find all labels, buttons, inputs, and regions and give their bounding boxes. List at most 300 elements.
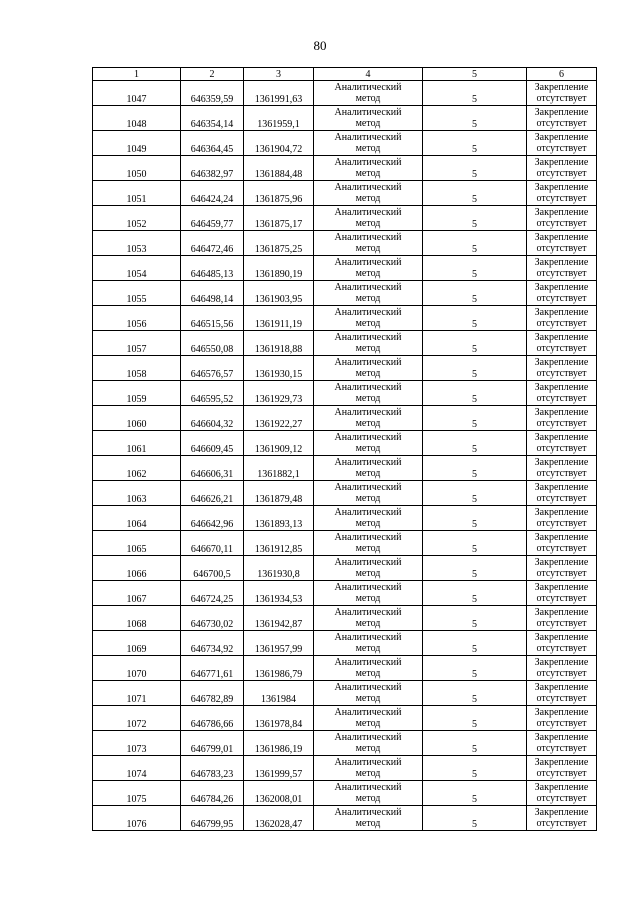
fixation-cell-line1: Закрепление <box>534 632 589 643</box>
accuracy-cell: 5 <box>423 231 527 256</box>
accuracy-cell: 5 <box>423 806 527 831</box>
accuracy-cell: 5 <box>423 181 527 206</box>
method-cell <box>314 331 423 356</box>
point-number-cell: 1062 <box>93 456 181 481</box>
fixation-cell <box>527 206 597 231</box>
method-cell-line2: метод <box>355 268 381 279</box>
table-row <box>93 381 597 406</box>
method-cell-line1: Аналитический <box>334 432 402 443</box>
accuracy-cell: 5 <box>423 381 527 406</box>
fixation-cell-line1: Закрепление <box>534 132 589 143</box>
method-cell-line2: метод <box>355 693 381 704</box>
method-cell <box>314 756 423 781</box>
y-coordinate-cell: 1361893,13 <box>244 506 314 531</box>
table-row <box>93 481 597 506</box>
method-cell-line2: метод <box>355 168 381 179</box>
y-coordinate-cell: 1361875,17 <box>244 206 314 231</box>
method-cell-line2: метод <box>355 93 381 104</box>
method-cell-line2: метод <box>355 343 381 354</box>
method-cell-line1: Аналитический <box>334 757 402 768</box>
fixation-cell <box>527 181 597 206</box>
fixation-cell-line1: Закрепление <box>534 507 589 518</box>
point-number-cell: 1056 <box>93 306 181 331</box>
header-col-6: 6 <box>527 68 597 81</box>
accuracy-cell: 5 <box>423 356 527 381</box>
table-row <box>93 331 597 356</box>
fixation-cell <box>527 556 597 581</box>
y-coordinate-cell: 1361875,96 <box>244 181 314 206</box>
fixation-cell <box>527 306 597 331</box>
y-coordinate-cell: 1361875,25 <box>244 231 314 256</box>
x-coordinate-cell: 646724,25 <box>181 581 244 606</box>
x-coordinate-cell: 646459,77 <box>181 206 244 231</box>
method-cell <box>314 206 423 231</box>
y-coordinate-cell: 1361911,19 <box>244 306 314 331</box>
fixation-cell <box>527 81 597 106</box>
method-cell-line2: метод <box>355 668 381 679</box>
method-cell-line1: Аналитический <box>334 782 402 793</box>
point-number-cell: 1066 <box>93 556 181 581</box>
x-coordinate-cell: 646700,5 <box>181 556 244 581</box>
point-number-cell: 1069 <box>93 631 181 656</box>
x-coordinate-cell: 646382,97 <box>181 156 244 181</box>
point-number-cell: 1060 <box>93 406 181 431</box>
method-cell <box>314 556 423 581</box>
fixation-cell-line2: отсутствует <box>536 493 587 504</box>
accuracy-cell: 5 <box>423 706 527 731</box>
fixation-cell-line2: отсутствует <box>536 218 587 229</box>
method-cell <box>314 356 423 381</box>
fixation-cell-line2: отсутствует <box>536 93 587 104</box>
point-number-cell: 1076 <box>93 806 181 831</box>
table-row <box>93 806 597 831</box>
accuracy-cell: 5 <box>423 131 527 156</box>
x-coordinate-cell: 646550,08 <box>181 331 244 356</box>
fixation-cell <box>527 406 597 431</box>
fixation-cell-line2: отсутствует <box>536 368 587 379</box>
table-row <box>93 631 597 656</box>
method-cell-line2: метод <box>355 243 381 254</box>
fixation-cell <box>527 131 597 156</box>
y-coordinate-cell: 1361903,95 <box>244 281 314 306</box>
fixation-cell-line1: Закрепление <box>534 657 589 668</box>
point-number-cell: 1052 <box>93 206 181 231</box>
table-row <box>93 356 597 381</box>
y-coordinate-cell: 1361999,57 <box>244 756 314 781</box>
fixation-cell <box>527 431 597 456</box>
method-cell <box>314 456 423 481</box>
point-number-cell: 1058 <box>93 356 181 381</box>
fixation-cell <box>527 781 597 806</box>
accuracy-cell: 5 <box>423 556 527 581</box>
fixation-cell-line1: Закрепление <box>534 582 589 593</box>
table-header-row <box>93 68 597 81</box>
method-cell <box>314 681 423 706</box>
method-cell-line1: Аналитический <box>334 332 402 343</box>
y-coordinate-cell: 1361884,48 <box>244 156 314 181</box>
fixation-cell-line2: отсутствует <box>536 543 587 554</box>
table-row <box>93 556 597 581</box>
method-cell-line2: метод <box>355 368 381 379</box>
method-cell-line1: Аналитический <box>334 232 402 243</box>
fixation-cell-line1: Закрепление <box>534 307 589 318</box>
y-coordinate-cell: 1362008,01 <box>244 781 314 806</box>
method-cell-line2: метод <box>355 743 381 754</box>
fixation-cell <box>527 531 597 556</box>
fixation-cell <box>527 631 597 656</box>
table-row <box>93 206 597 231</box>
fixation-cell <box>527 456 597 481</box>
y-coordinate-cell: 1361918,88 <box>244 331 314 356</box>
y-coordinate-cell: 1361991,63 <box>244 81 314 106</box>
point-number-cell: 1068 <box>93 606 181 631</box>
fixation-cell <box>527 806 597 831</box>
y-coordinate-cell: 1361959,1 <box>244 106 314 131</box>
y-coordinate-cell: 1361879,48 <box>244 481 314 506</box>
table-row <box>93 81 597 106</box>
accuracy-cell: 5 <box>423 506 527 531</box>
header-col-2: 2 <box>181 68 244 81</box>
accuracy-cell: 5 <box>423 631 527 656</box>
accuracy-cell: 5 <box>423 156 527 181</box>
fixation-cell <box>527 481 597 506</box>
method-cell-line1: Аналитический <box>334 407 402 418</box>
fixation-cell-line2: отсутствует <box>536 768 587 779</box>
fixation-cell-line2: отсутствует <box>536 643 587 654</box>
x-coordinate-cell: 646799,95 <box>181 806 244 831</box>
method-cell-line2: метод <box>355 468 381 479</box>
method-cell-line1: Аналитический <box>334 307 402 318</box>
table-row <box>93 531 597 556</box>
accuracy-cell: 5 <box>423 731 527 756</box>
fixation-cell-line1: Закрепление <box>534 682 589 693</box>
table-row <box>93 256 597 281</box>
fixation-cell-line2: отсутствует <box>536 518 587 529</box>
method-cell-line2: метод <box>355 618 381 629</box>
table-row <box>93 681 597 706</box>
accuracy-cell: 5 <box>423 281 527 306</box>
fixation-cell <box>527 356 597 381</box>
point-number-cell: 1054 <box>93 256 181 281</box>
fixation-cell <box>527 506 597 531</box>
x-coordinate-cell: 646576,57 <box>181 356 244 381</box>
fixation-cell-line1: Закрепление <box>534 532 589 543</box>
fixation-cell-line2: отсутствует <box>536 693 587 704</box>
fixation-cell-line2: отсутствует <box>536 443 587 454</box>
table-row <box>93 706 597 731</box>
method-cell-line1: Аналитический <box>334 557 402 568</box>
table-row <box>93 581 597 606</box>
method-cell-line2: метод <box>355 543 381 554</box>
fixation-cell <box>527 731 597 756</box>
header-col-3: 3 <box>244 68 314 81</box>
fixation-cell-line1: Закрепление <box>534 257 589 268</box>
method-cell <box>314 806 423 831</box>
fixation-cell-line2: отсутствует <box>536 793 587 804</box>
method-cell <box>314 531 423 556</box>
method-cell <box>314 256 423 281</box>
method-cell-line1: Аналитический <box>334 457 402 468</box>
method-cell-line1: Аналитический <box>334 707 402 718</box>
accuracy-cell: 5 <box>423 781 527 806</box>
fixation-cell <box>527 281 597 306</box>
point-number-cell: 1067 <box>93 581 181 606</box>
method-cell-line2: метод <box>355 318 381 329</box>
fixation-cell <box>527 156 597 181</box>
method-cell <box>314 431 423 456</box>
accuracy-cell: 5 <box>423 681 527 706</box>
fixation-cell-line1: Закрепление <box>534 282 589 293</box>
table-row <box>93 431 597 456</box>
accuracy-cell: 5 <box>423 406 527 431</box>
fixation-cell-line1: Закрепление <box>534 457 589 468</box>
method-cell <box>314 131 423 156</box>
method-cell <box>314 506 423 531</box>
fixation-cell-line2: отсутствует <box>536 268 587 279</box>
fixation-cell <box>527 581 597 606</box>
page-number: 80 <box>313 38 327 53</box>
method-cell-line1: Аналитический <box>334 732 402 743</box>
fixation-cell-line2: отсутствует <box>536 243 587 254</box>
point-number-cell: 1075 <box>93 781 181 806</box>
x-coordinate-cell: 646424,24 <box>181 181 244 206</box>
fixation-cell <box>527 606 597 631</box>
point-number-cell: 1074 <box>93 756 181 781</box>
fixation-cell-line1: Закрепление <box>534 707 589 718</box>
fixation-cell-line1: Закрепление <box>534 757 589 768</box>
method-cell-line1: Аналитический <box>334 532 402 543</box>
accuracy-cell: 5 <box>423 481 527 506</box>
accuracy-cell: 5 <box>423 431 527 456</box>
method-cell-line2: метод <box>355 818 381 829</box>
accuracy-cell: 5 <box>423 656 527 681</box>
x-coordinate-cell: 646359,59 <box>181 81 244 106</box>
x-coordinate-cell: 646771,61 <box>181 656 244 681</box>
y-coordinate-cell: 1361942,87 <box>244 606 314 631</box>
y-coordinate-cell: 1361930,8 <box>244 556 314 581</box>
y-coordinate-cell: 1361934,53 <box>244 581 314 606</box>
point-number-cell: 1053 <box>93 231 181 256</box>
fixation-cell-line2: отсутствует <box>536 193 587 204</box>
method-cell-line1: Аналитический <box>334 657 402 668</box>
table-row <box>93 131 597 156</box>
table-row <box>93 231 597 256</box>
y-coordinate-cell: 1361984 <box>244 681 314 706</box>
method-cell <box>314 231 423 256</box>
point-number-cell: 1057 <box>93 331 181 356</box>
method-cell-line1: Аналитический <box>334 632 402 643</box>
table-row <box>93 506 597 531</box>
method-cell <box>314 706 423 731</box>
table-row <box>93 406 597 431</box>
method-cell <box>314 106 423 131</box>
y-coordinate-cell: 1361912,85 <box>244 531 314 556</box>
point-number-cell: 1071 <box>93 681 181 706</box>
coordinates-table <box>92 67 597 831</box>
x-coordinate-cell: 646485,13 <box>181 256 244 281</box>
table-row <box>93 281 597 306</box>
x-coordinate-cell: 646799,01 <box>181 731 244 756</box>
method-cell-line1: Аналитический <box>334 132 402 143</box>
table-row <box>93 731 597 756</box>
fixation-cell-line2: отсутствует <box>536 593 587 604</box>
accuracy-cell: 5 <box>423 206 527 231</box>
accuracy-cell: 5 <box>423 456 527 481</box>
method-cell-line1: Аналитический <box>334 257 402 268</box>
fixation-cell <box>527 681 597 706</box>
fixation-cell-line1: Закрепление <box>534 807 589 818</box>
y-coordinate-cell: 1361890,19 <box>244 256 314 281</box>
point-number-cell: 1049 <box>93 131 181 156</box>
fixation-cell-line1: Закрепление <box>534 557 589 568</box>
point-number-cell: 1072 <box>93 706 181 731</box>
point-number-cell: 1073 <box>93 731 181 756</box>
method-cell-line1: Аналитический <box>334 107 402 118</box>
header-col-1: 1 <box>93 68 181 81</box>
x-coordinate-cell: 646472,46 <box>181 231 244 256</box>
point-number-cell: 1070 <box>93 656 181 681</box>
fixation-cell-line1: Закрепление <box>534 407 589 418</box>
method-cell <box>314 281 423 306</box>
fixation-cell-line1: Закрепление <box>534 357 589 368</box>
x-coordinate-cell: 646626,21 <box>181 481 244 506</box>
method-cell-line1: Аналитический <box>334 582 402 593</box>
method-cell-line2: метод <box>355 593 381 604</box>
y-coordinate-cell: 1361957,99 <box>244 631 314 656</box>
method-cell-line2: метод <box>355 493 381 504</box>
accuracy-cell: 5 <box>423 81 527 106</box>
table-row <box>93 756 597 781</box>
method-cell-line2: метод <box>355 443 381 454</box>
table-row <box>93 306 597 331</box>
method-cell <box>314 781 423 806</box>
method-cell-line2: метод <box>355 768 381 779</box>
method-cell-line1: Аналитический <box>334 807 402 818</box>
x-coordinate-cell: 646783,23 <box>181 756 244 781</box>
point-number-cell: 1055 <box>93 281 181 306</box>
method-cell-line2: метод <box>355 643 381 654</box>
method-cell <box>314 306 423 331</box>
method-cell-line2: метод <box>355 793 381 804</box>
method-cell-line1: Аналитический <box>334 507 402 518</box>
point-number-cell: 1050 <box>93 156 181 181</box>
method-cell-line2: метод <box>355 118 381 129</box>
table-row <box>93 656 597 681</box>
method-cell-line1: Аналитический <box>334 607 402 618</box>
x-coordinate-cell: 646604,32 <box>181 406 244 431</box>
y-coordinate-cell: 1361930,15 <box>244 356 314 381</box>
method-cell <box>314 381 423 406</box>
x-coordinate-cell: 646784,26 <box>181 781 244 806</box>
method-cell-line2: метод <box>355 418 381 429</box>
fixation-cell-line1: Закрепление <box>534 732 589 743</box>
x-coordinate-cell: 646354,14 <box>181 106 244 131</box>
fixation-cell-line1: Закрепление <box>534 782 589 793</box>
method-cell <box>314 81 423 106</box>
fixation-cell <box>527 331 597 356</box>
fixation-cell-line2: отсутствует <box>536 118 587 129</box>
fixation-cell-line2: отсутствует <box>536 343 587 354</box>
fixation-cell <box>527 106 597 131</box>
x-coordinate-cell: 646782,89 <box>181 681 244 706</box>
fixation-cell-line2: отсутствует <box>536 568 587 579</box>
fixation-cell-line2: отсутствует <box>536 618 587 629</box>
fixation-cell-line2: отсутствует <box>536 293 587 304</box>
fixation-cell-line2: отсутствует <box>536 143 587 154</box>
point-number-cell: 1059 <box>93 381 181 406</box>
table-row <box>93 606 597 631</box>
method-cell <box>314 406 423 431</box>
fixation-cell <box>527 656 597 681</box>
point-number-cell: 1048 <box>93 106 181 131</box>
table-row <box>93 156 597 181</box>
fixation-cell-line2: отсутствует <box>536 168 587 179</box>
y-coordinate-cell: 1361929,73 <box>244 381 314 406</box>
x-coordinate-cell: 646642,96 <box>181 506 244 531</box>
fixation-cell-line1: Закрепление <box>534 82 589 93</box>
x-coordinate-cell: 646595,52 <box>181 381 244 406</box>
fixation-cell-line2: отсутствует <box>536 818 587 829</box>
method-cell-line2: метод <box>355 193 381 204</box>
accuracy-cell: 5 <box>423 331 527 356</box>
fixation-cell <box>527 231 597 256</box>
method-cell-line1: Аналитический <box>334 682 402 693</box>
fixation-cell <box>527 256 597 281</box>
fixation-cell-line1: Закрепление <box>534 182 589 193</box>
accuracy-cell: 5 <box>423 581 527 606</box>
fixation-cell-line2: отсутствует <box>536 718 587 729</box>
table-row <box>93 106 597 131</box>
method-cell-line1: Аналитический <box>334 182 402 193</box>
method-cell-line1: Аналитический <box>334 357 402 368</box>
point-number-cell: 1063 <box>93 481 181 506</box>
fixation-cell <box>527 756 597 781</box>
method-cell-line1: Аналитический <box>334 207 402 218</box>
method-cell <box>314 181 423 206</box>
method-cell-line1: Аналитический <box>334 282 402 293</box>
y-coordinate-cell: 1361978,84 <box>244 706 314 731</box>
y-coordinate-cell: 1361922,27 <box>244 406 314 431</box>
accuracy-cell: 5 <box>423 606 527 631</box>
point-number-cell: 1051 <box>93 181 181 206</box>
y-coordinate-cell: 1361904,72 <box>244 131 314 156</box>
method-cell <box>314 631 423 656</box>
fixation-cell-line1: Закрепление <box>534 382 589 393</box>
fixation-cell-line2: отсутствует <box>536 668 587 679</box>
method-cell-line2: метод <box>355 518 381 529</box>
x-coordinate-cell: 646786,66 <box>181 706 244 731</box>
method-cell-line2: метод <box>355 718 381 729</box>
fixation-cell-line2: отсутствует <box>536 393 587 404</box>
table-row <box>93 181 597 206</box>
method-cell-line2: метод <box>355 143 381 154</box>
fixation-cell-line2: отсутствует <box>536 743 587 754</box>
method-cell-line1: Аналитический <box>334 157 402 168</box>
method-cell-line2: метод <box>355 568 381 579</box>
x-coordinate-cell: 646515,56 <box>181 306 244 331</box>
fixation-cell-line2: отсутствует <box>536 318 587 329</box>
method-cell <box>314 656 423 681</box>
point-number-cell: 1047 <box>93 81 181 106</box>
x-coordinate-cell: 646734,92 <box>181 631 244 656</box>
fixation-cell-line1: Закрепление <box>534 482 589 493</box>
point-number-cell: 1061 <box>93 431 181 456</box>
fixation-cell-line1: Закрепление <box>534 232 589 243</box>
method-cell <box>314 481 423 506</box>
accuracy-cell: 5 <box>423 306 527 331</box>
method-cell <box>314 156 423 181</box>
fixation-cell-line1: Закрепление <box>534 332 589 343</box>
